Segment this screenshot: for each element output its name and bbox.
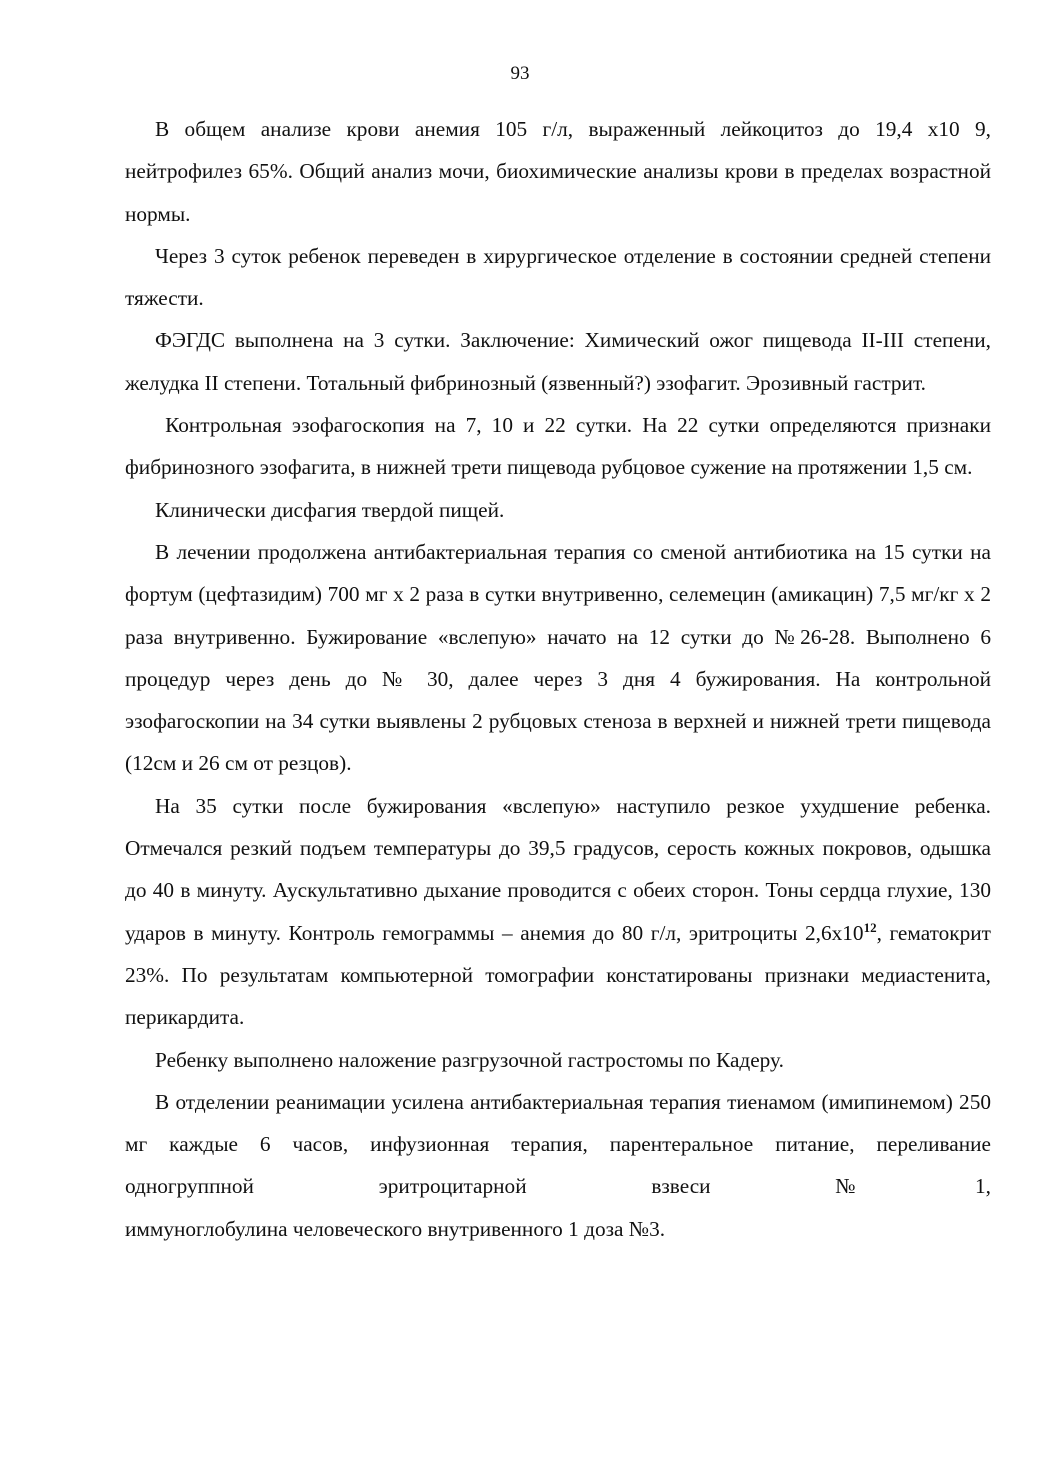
document-body bbox=[125, 108, 997, 1250]
paragraph-gastrostomy: Ребенку выполнено наложение разгрузочной гастростомы по Кадеру. bbox=[155, 1047, 784, 1072]
paragraph-fegds: ФЭГДС выполнена на 3 сутки. Заключение: Химический ожог пищевода II-III степени, желудка II степени. Тотальный фибринозный (язвенный?) эзофагит. Эрозивный гастрит. bbox=[125, 328, 997, 395]
superscript-exponent: 12 bbox=[863, 919, 877, 935]
paragraph-dysphagia: Клинически дисфагия твердой пищей. bbox=[155, 497, 505, 522]
paragraph-deterioration-text-before: На 35 сутки после бужирования «вслепую» наступило резкое ухудшение ребенка. Отмечался резкий подъем температуры до 39,5 градусов, серость кожных покровов, одышка до 40 в минуту. Аускультативно дыхание проводится с обеих сторон. Тоны сердца глухие, 130 ударов в минуту. Контроль гемограммы – анемия до 80 г/л, эритроциты 2,6х10 bbox=[125, 793, 997, 945]
paragraph-deterioration bbox=[125, 785, 997, 1039]
paragraph-blood-analysis: В общем анализе крови анемия 105 г/л, выраженный лейкоцитоз до 19,4 х10 9, нейтрофилез 65%. Общий анализ мочи, биохимические анализы крови в пределах возрастной нормы. bbox=[125, 117, 997, 226]
paragraph-treatment: В лечении продолжена антибактериальная терапия со сменой антибиотика на 15 сутки на фортум (цефтазидим) 700 мг х 2 раза в сутки внутривенно, селемецин (амикацин) 7,5 мг/кг х 2 раза внутривенно. Бужирование «вслепую» начато на 12 сутки до №26-28. Выполнено 6 процедур через день до № 30, далее через 3 дня 4 бужирования. На контрольной эзофагоскопии на 34 сутки выявлены 2 рубцовых стеноза в верхней и нижней трети пищевода (12см и 26 см от резцов). bbox=[125, 539, 997, 776]
paragraph-transfer: Через 3 суток ребенок переведен в хирургическое отделение в состоянии средней степени тяжести. bbox=[125, 243, 997, 311]
paragraph-control-esophagoscopy: Контрольная эзофагоскопия на 7, 10 и 22 сутки. На 22 сутки определяются признаки фибринозного эзофагита, в нижней трети пищевода рубцовое сужение на протяжении 1,5 см. bbox=[125, 413, 997, 480]
paragraph-intensive-care-tail: иммуноглобулина человеческого внутривенного 1 доза №3. bbox=[125, 1216, 666, 1241]
paragraph-intensive-care: В отделении реанимации усилена антибактериальная терапия тиенамом (имипинемом) 250 мг каждые 6 часов, инфузионная терапия, парентеральное питание, переливание одногруппной эритроцитарной взвеси №1, bbox=[125, 1089, 997, 1199]
paragraph-deterioration-text-after: , гематокрит 23%. По результатам компьютерной томографии констатированы признаки медиастенита, перикардита. bbox=[125, 920, 997, 1030]
page-number: 93 bbox=[510, 63, 530, 84]
